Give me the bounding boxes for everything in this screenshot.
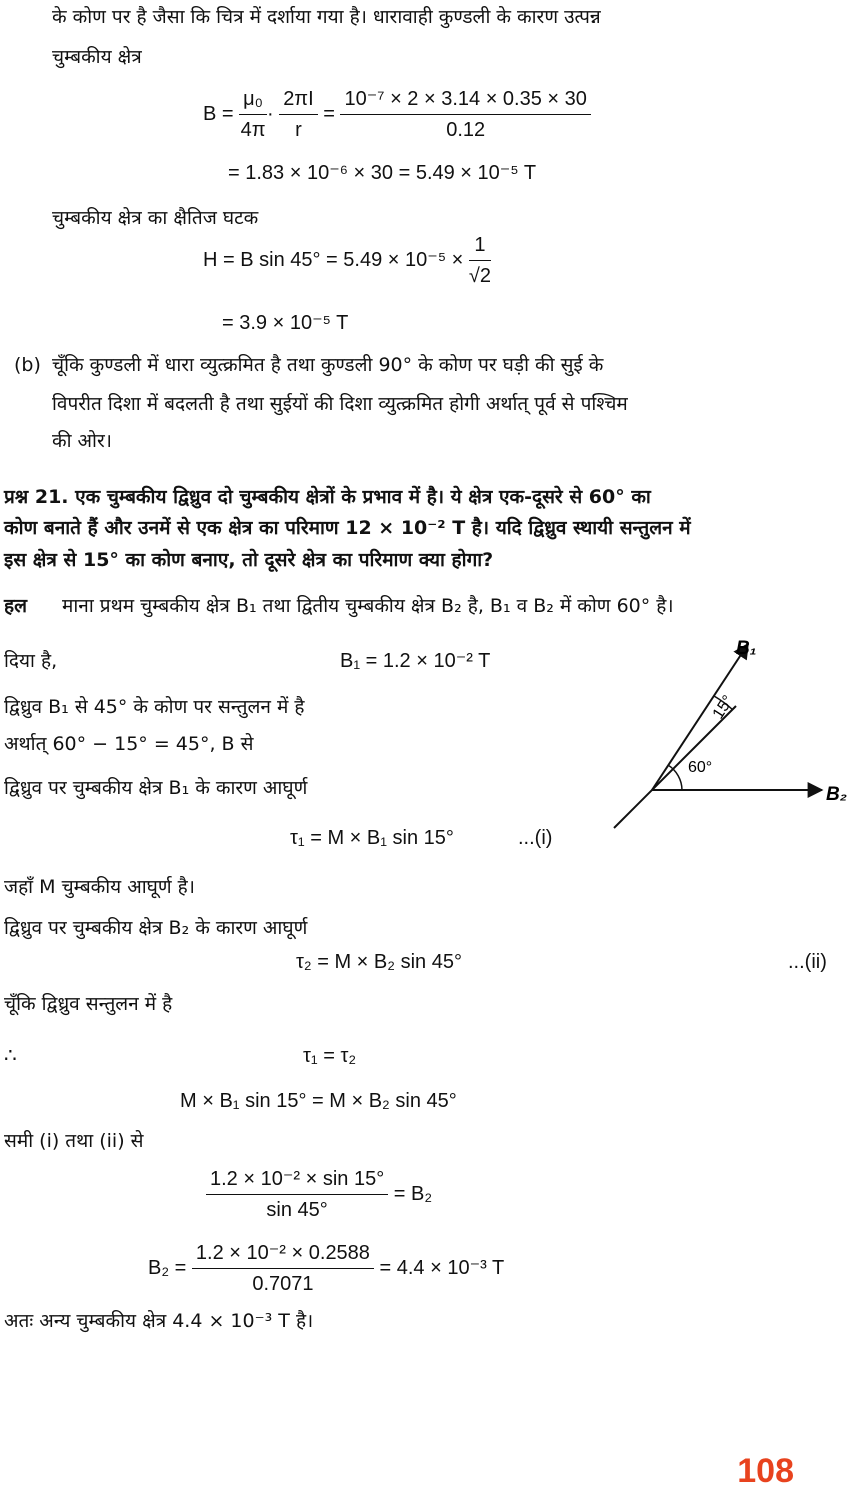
- text-line: चूँकि द्विध्रुव सन्तुलन में है: [4, 993, 173, 1015]
- denominator: 0.7071: [252, 1273, 314, 1295]
- conclusion-line: अतः अन्य चुम्बकीय क्षेत्र 4.4 × 10⁻³ T है।: [4, 1310, 314, 1332]
- eq-lhs: B =: [203, 102, 234, 125]
- text-line: की ओर।: [52, 430, 112, 452]
- angle-15-label: 15°: [709, 692, 738, 723]
- text-line: चूँकि कुण्डली में धारा व्युत्क्रमित है तथा कुण्डली 90° के कोण पर घड़ी की सुई के: [52, 354, 604, 376]
- text-line: चुम्बकीय क्षेत्र: [52, 46, 142, 68]
- text-line: समी (i) तथा (ii) से: [4, 1130, 144, 1152]
- question-line: इस क्षेत्र से 15° का कोण बनाए, तो दूसरे क्षेत्र का परिमाण क्या होगा?: [4, 549, 494, 571]
- numerator: 2πI: [279, 86, 317, 115]
- angle-arc-60: [668, 765, 682, 790]
- page-number: 108: [737, 1452, 794, 1490]
- angle-60-label: 60°: [688, 759, 713, 776]
- text-line: चुम्बकीय क्षेत्र का क्षैतिज घटक: [52, 207, 259, 229]
- part-label: (b): [14, 354, 41, 376]
- equation-result: [148, 1240, 504, 1297]
- text-line: द्विध्रुव पर चुम्बकीय क्षेत्र B₁ के कारण आघूर्ण: [4, 777, 308, 799]
- denominator: r: [295, 119, 302, 141]
- equation-tag: ...(ii): [788, 951, 827, 973]
- equation-line: M × B₁ sin 15° = M × B₂ sin 45°: [180, 1090, 457, 1112]
- text-line: दिया है,: [4, 650, 58, 672]
- fraction: [469, 232, 491, 289]
- therefore-symbol: ∴: [4, 1045, 17, 1067]
- numerator: 1.2 × 10⁻² × sin 15°: [206, 1166, 388, 1195]
- numerator: μ₀: [239, 86, 267, 115]
- field-vectors-diagram: [600, 630, 852, 840]
- question-line: प्रश्न 21. एक चुम्बकीय द्विध्रुव दो चुम्बकीय क्षेत्रों के प्रभाव में है। ये क्षेत्र एक-दूसरे से 60° का: [4, 486, 651, 508]
- dipole-axis: [614, 706, 736, 828]
- solution-label: हल: [4, 595, 27, 617]
- numerator: 1.2 × 10⁻² × 0.2588: [192, 1240, 374, 1269]
- question-line: कोण बनाते हैं और उनमें से एक क्षेत्र का परिमाण 12 × 10⁻² T है। यदि द्विध्रुव स्थायी सन्तुलन में: [4, 517, 691, 539]
- eq-lhs: H = B sin 45° = 5.49 × 10⁻⁵ ×: [203, 248, 464, 271]
- equation-magnetic-field: B = $\frac{\text{μ₀}}{4\pi}$ · $\frac{2\pi I}{r}$ = $\frac{\text{10⁻⁷ × 2 × 3.14 × 0.35 × 30}}{0.12}$: [203, 86, 591, 143]
- equation-line: B₁ = 1.2 × 10⁻² T: [340, 650, 491, 672]
- text-line: माना प्रथम चुम्बकीय क्षेत्र B₁ तथा द्वितीय चुम्बकीय क्षेत्र B₂ है, B₁ व B₂ में कोण 60° है।: [62, 595, 674, 617]
- equation-fraction-line: [206, 1166, 432, 1223]
- b1-label: B₁: [736, 638, 757, 659]
- fraction: [340, 86, 590, 143]
- text-line: विपरीत दिशा में बदलती है तथा सुईयों की दिशा व्युत्क्रमित होगी अर्थात् पूर्व से पश्चिम: [52, 393, 628, 415]
- text-line: जहाँ M चुम्बकीय आघूर्ण है।: [4, 876, 195, 898]
- denominator: sin 45°: [266, 1199, 328, 1221]
- denominator: 0.12: [446, 119, 486, 141]
- denominator: 4π: [240, 119, 266, 141]
- numerator: 1: [469, 232, 491, 261]
- text-line: अर्थात् 60° − 15° = 45°, B से: [4, 733, 254, 755]
- fraction: [192, 1240, 374, 1297]
- numerator: 10⁻⁷ × 2 × 3.14 × 0.35 × 30: [340, 86, 590, 115]
- equation-tag: ...(i): [518, 827, 553, 849]
- fraction: [279, 86, 317, 143]
- fraction: [239, 86, 267, 143]
- text-line: द्विध्रुव B₁ से 45° के कोण पर सन्तुलन में है: [4, 696, 305, 718]
- fraction: [206, 1166, 388, 1223]
- b2-label: B₂: [826, 784, 847, 805]
- denominator: √2: [468, 265, 492, 287]
- equation-line: = 3.9 × 10⁻⁵ T: [222, 312, 349, 334]
- text-line: द्विध्रुव पर चुम्बकीय क्षेत्र B₂ के कारण आघूर्ण: [4, 917, 308, 939]
- text-line: के कोण पर है जैसा कि चित्र में दर्शाया गया है। धारावाही कुण्डली के कारण उत्पन्न: [52, 6, 601, 28]
- equation-horizontal-component: [203, 232, 491, 289]
- equation-line: τ₁ = τ₂: [303, 1045, 357, 1067]
- equation-line: τ₂ = M × B₂ sin 45°: [296, 951, 462, 973]
- equation-line: = 1.83 × 10⁻⁶ × 30 = 5.49 × 10⁻⁵ T: [228, 162, 537, 184]
- eq-rhs: = B₂: [393, 1182, 433, 1205]
- eq-lhs: B₂ =: [148, 1256, 187, 1279]
- equation-line: τ₁ = M × B₁ sin 15°: [290, 827, 454, 849]
- eq-rhs: = 4.4 × 10⁻³ T: [379, 1256, 505, 1279]
